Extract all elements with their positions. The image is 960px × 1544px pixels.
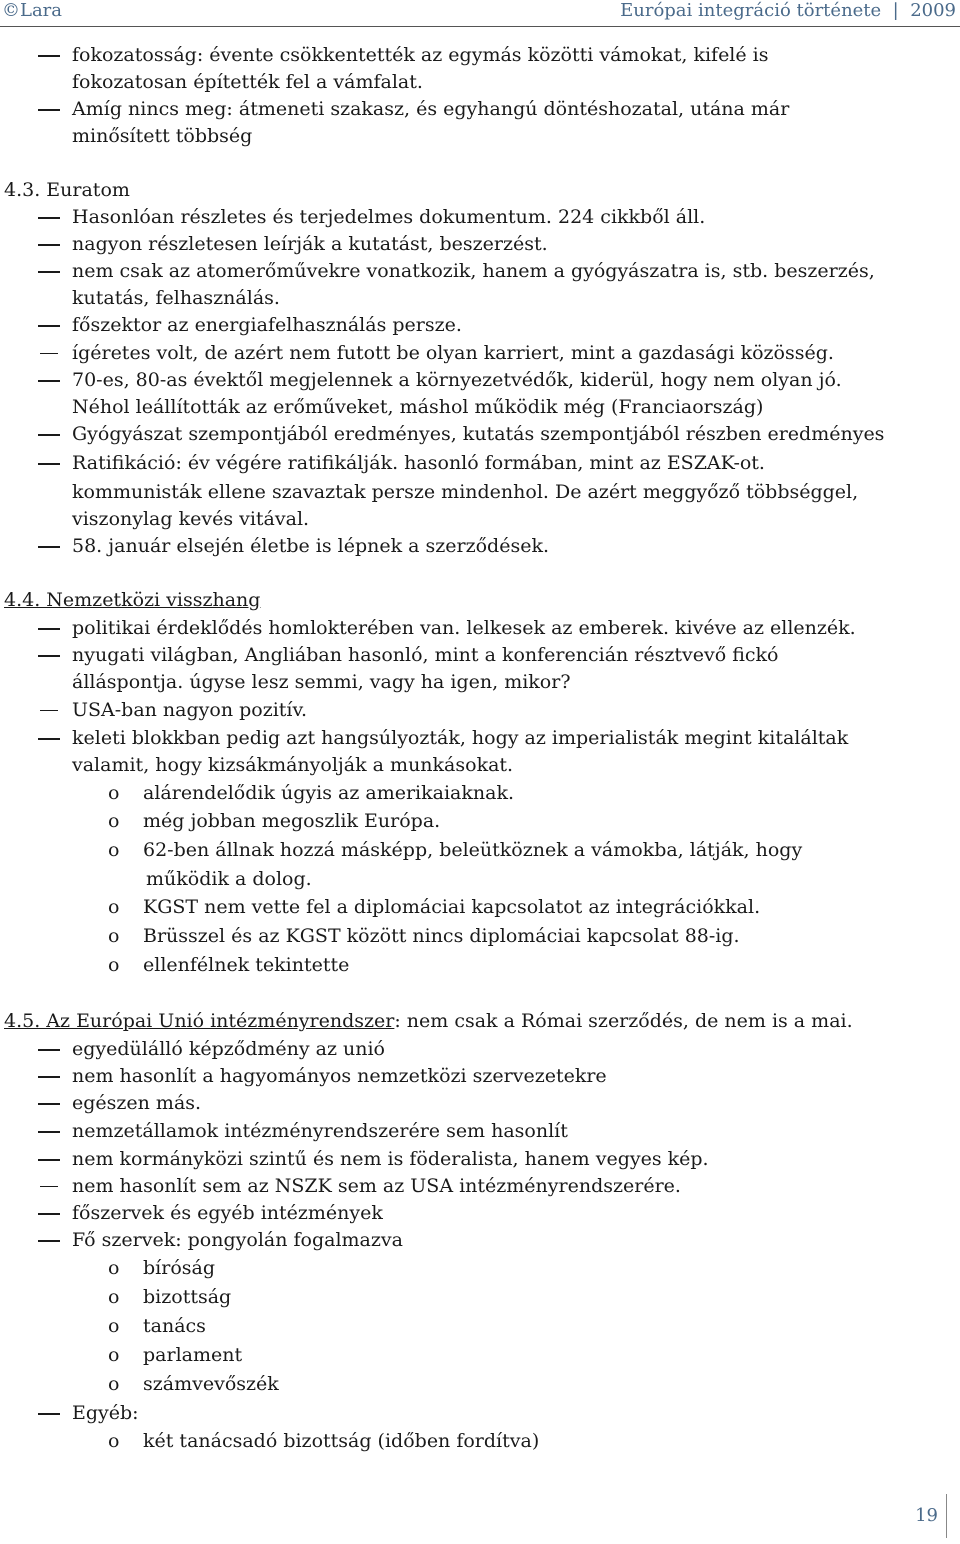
dash-bullet-icon: [38, 546, 60, 548]
text-line: [0, 285, 960, 312]
text-line: [0, 123, 960, 150]
list-item-text: fokozatosság: évente csökkentették az egymás közötti vámokat, kifelé is: [72, 44, 769, 66]
text-line: [0, 312, 960, 339]
list-item-continuation: Néhol leállították az erőműveket, máshol működik még (Franciaország): [72, 396, 764, 418]
text-line: [0, 669, 960, 696]
text-line: [0, 642, 960, 669]
list-item-continuation: fokozatosan építették fel a vámfalat.: [72, 71, 423, 93]
text-line: [0, 894, 960, 921]
dash-bullet-icon: [38, 1213, 60, 1215]
dash-bullet-icon: [38, 271, 60, 273]
text-line: [0, 752, 960, 779]
header-title: Európai integráció története: [620, 0, 882, 21]
text-line: [0, 1146, 960, 1173]
text-line: [0, 421, 960, 448]
sub-item-text: számvevőszék: [143, 1373, 279, 1395]
text-line: [0, 533, 960, 560]
list-item-text: Ratifikáció: év végére ratifikálják. hasonló formában, mint az ESZAK-ot.: [72, 452, 765, 474]
circle-bullet-icon: o: [108, 1373, 120, 1395]
section-heading: 4.4. Nemzetközi visszhang: [4, 589, 261, 611]
list-item-text: Gyógyászat szempontjából eredményes, kutatás szempontjából részben eredményes: [72, 423, 885, 445]
list-item-continuation: kutatás, felhasználás.: [72, 287, 280, 309]
circle-bullet-icon: o: [108, 1286, 120, 1308]
list-item-continuation: kommunisták ellene szavaztak persze mindenhol. De azért meggyőző többséggel,: [72, 481, 859, 503]
circle-bullet-icon: o: [108, 782, 120, 804]
list-item-continuation: minősített többség: [72, 125, 253, 147]
dash-bullet-icon: [38, 1240, 60, 1242]
list-item-text: nem hasonlít a hagyományos nemzetközi szervezetekre: [72, 1065, 607, 1087]
list-item-continuation: valamit, hogy kizsákmányolják a munkásokat.: [72, 754, 514, 776]
text-line: [0, 952, 960, 979]
dash-bullet-icon: [38, 380, 60, 382]
sub-item-text: KGST nem vette fel a diplomáciai kapcsolatot az integrációkkal.: [143, 896, 761, 918]
text-line: [0, 177, 960, 204]
dash-bullet-icon: [38, 325, 60, 327]
list-item-text: Fő szervek: pongyolán fogalmazva: [72, 1229, 403, 1251]
list-item-text: nemzetállamok intézményrendszerére sem hasonlít: [72, 1120, 568, 1142]
text-line: [0, 204, 960, 231]
list-item-text: nem csak az atomerőművekre vonatkozik, hanem a gyógyászatra is, stb. beszerzés,: [72, 260, 875, 282]
sub-item-text: ellenfélnek tekintette: [143, 954, 350, 976]
list-item-text: politikai érdeklődés homlokterében van. lelkesek az emberek. kivéve az ellenzék.: [72, 617, 856, 639]
circle-bullet-icon: o: [108, 954, 120, 976]
list-item-text: ígéretes volt, de azért nem futott be olyan karriert, mint a gazdasági közösség.: [72, 342, 834, 364]
sub-item-text: bíróság: [143, 1257, 216, 1279]
list-item-text: főszektor az energiafelhasználás persze.: [72, 314, 462, 336]
text-line: [0, 587, 960, 614]
text-line: [0, 1255, 960, 1282]
dash-bullet-icon: [38, 244, 60, 246]
list-item-text: USA-ban nagyon pozitív.: [72, 699, 308, 721]
dash-bullet-icon: [38, 1049, 60, 1051]
list-item-text: nem kormányközi szintű és nem is föderalista, hanem vegyes kép.: [72, 1148, 709, 1170]
text-line: [0, 615, 960, 642]
text-line: [0, 1371, 960, 1398]
list-item-text: Egyéb:: [72, 1402, 139, 1424]
circle-bullet-icon: o: [108, 839, 120, 861]
circle-bullet-icon: o: [108, 925, 120, 947]
text-line: [0, 394, 960, 421]
dash-bullet-icon: [38, 109, 60, 111]
section-heading-title: 4.5. Az Európai Unió intézményrendszer: [4, 1010, 395, 1032]
text-line: [0, 479, 960, 506]
list-item-text: 58. január elsején életbe is lépnek a szerződések.: [72, 535, 550, 557]
text-line: [0, 1342, 960, 1369]
text-line: [0, 837, 960, 864]
sub-item-text: tanács: [143, 1315, 206, 1337]
text-line: [0, 69, 960, 96]
dash-bullet-icon: [38, 1131, 60, 1133]
text-line: [0, 42, 960, 69]
text-line: [0, 1008, 960, 1035]
header-copyright: ©Lara: [2, 0, 63, 21]
list-item-text: főszervek és egyéb intézmények: [72, 1202, 383, 1224]
dash-bullet-icon: [38, 1076, 60, 1078]
text-line: [0, 1313, 960, 1340]
text-line: [0, 923, 960, 950]
text-line: [0, 1063, 960, 1090]
list-item-text: keleti blokkban pedig azt hangsúlyozták, hogy az imperialisták megint kitaláltak: [72, 727, 849, 749]
page-number-rule: [946, 1494, 947, 1538]
dash-bullet-icon: [38, 55, 60, 57]
text-line: [0, 1090, 960, 1117]
sub-item-text: bizottság: [143, 1286, 232, 1308]
text-line: [0, 780, 960, 807]
text-line: [0, 367, 960, 394]
sub-item-text: két tanácsadó bizottság (időben fordítva): [143, 1430, 540, 1452]
dash-bullet-icon: [38, 1159, 60, 1161]
text-line: [0, 697, 960, 724]
text-line: [0, 866, 960, 893]
dash-bullet-icon: [40, 353, 58, 354]
sub-item-continuation: működik a dolog.: [146, 868, 312, 890]
text-line: [0, 1036, 960, 1063]
circle-bullet-icon: o: [108, 810, 120, 832]
text-line: [0, 231, 960, 258]
text-line: [0, 1118, 960, 1145]
list-item-text: egyedülálló képződmény az unió: [72, 1038, 385, 1060]
text-line: [0, 340, 960, 367]
list-item-text: Hasonlóan részletes és terjedelmes dokumentum. 224 cikkből áll.: [72, 206, 706, 228]
list-item-text: 70-es, 80-as évektől megjelennek a környezetvédők, kiderül, hogy nem olyan jó.: [72, 369, 842, 391]
list-item-text: egészen más.: [72, 1092, 202, 1114]
text-line: [0, 1428, 960, 1455]
text-line: [0, 506, 960, 533]
sub-item-text: alárendelődik úgyis az amerikaiaknak.: [143, 782, 515, 804]
text-line: [0, 450, 960, 477]
dash-bullet-icon: [40, 1186, 58, 1187]
list-item-text: nagyon részletesen leírják a kutatást, beszerzést.: [72, 233, 548, 255]
dash-bullet-icon: [40, 710, 58, 711]
circle-bullet-icon: o: [108, 1315, 120, 1337]
text-line: [0, 96, 960, 123]
dash-bullet-icon: [38, 1413, 60, 1415]
text-line: [0, 725, 960, 752]
dash-bullet-icon: [38, 1103, 60, 1105]
dash-bullet-icon: [38, 655, 60, 657]
text-line: [0, 808, 960, 835]
dash-bullet-icon: [38, 463, 60, 465]
text-line: [0, 1400, 960, 1427]
dash-bullet-icon: [38, 217, 60, 219]
sub-item-text: parlament: [143, 1344, 243, 1366]
dash-bullet-icon: [38, 738, 60, 740]
sub-item-text: 62-ben állnak hozzá másképp, beleütköznek a vámokba, látják, hogy: [143, 839, 803, 861]
list-item-continuation: álláspontja. úgyse lesz semmi, vagy ha igen, mikor?: [72, 671, 571, 693]
list-item-text: Amíg nincs meg: átmeneti szakasz, és egyhangú döntéshozatal, utána már: [72, 98, 790, 120]
section-heading: [4, 1008, 853, 1035]
list-item-text: nyugati világban, Angliában hasonló, mint a konferencián résztvevő fickó: [72, 644, 779, 666]
sub-item-text: még jobban megoszlik Európa.: [143, 810, 441, 832]
sub-item-text: Brüsszel és az KGST között nincs diplomáciai kapcsolat 88-ig.: [143, 925, 740, 947]
section-heading-remark: : nem csak a Római szerződés, de nem is a mai.: [394, 1010, 853, 1032]
circle-bullet-icon: o: [108, 1344, 120, 1366]
header-separator: |: [886, 0, 905, 21]
list-item-continuation: viszonylag kevés vitával.: [72, 508, 310, 530]
circle-bullet-icon: o: [108, 1257, 120, 1279]
dash-bullet-icon: [38, 434, 60, 436]
dash-bullet-icon: [38, 628, 60, 630]
text-line: [0, 1227, 960, 1254]
section-heading: 4.3. Euratom: [4, 179, 130, 201]
text-line: [0, 1284, 960, 1311]
page-number: 19: [915, 1505, 938, 1526]
text-line: [0, 258, 960, 285]
text-line: [0, 1200, 960, 1227]
header-year: 2009: [910, 0, 956, 21]
text-line: [0, 1173, 960, 1200]
circle-bullet-icon: o: [108, 896, 120, 918]
list-item-text: nem hasonlít sem az NSZK sem az USA intézményrendszerére.: [72, 1175, 681, 1197]
circle-bullet-icon: o: [108, 1430, 120, 1452]
